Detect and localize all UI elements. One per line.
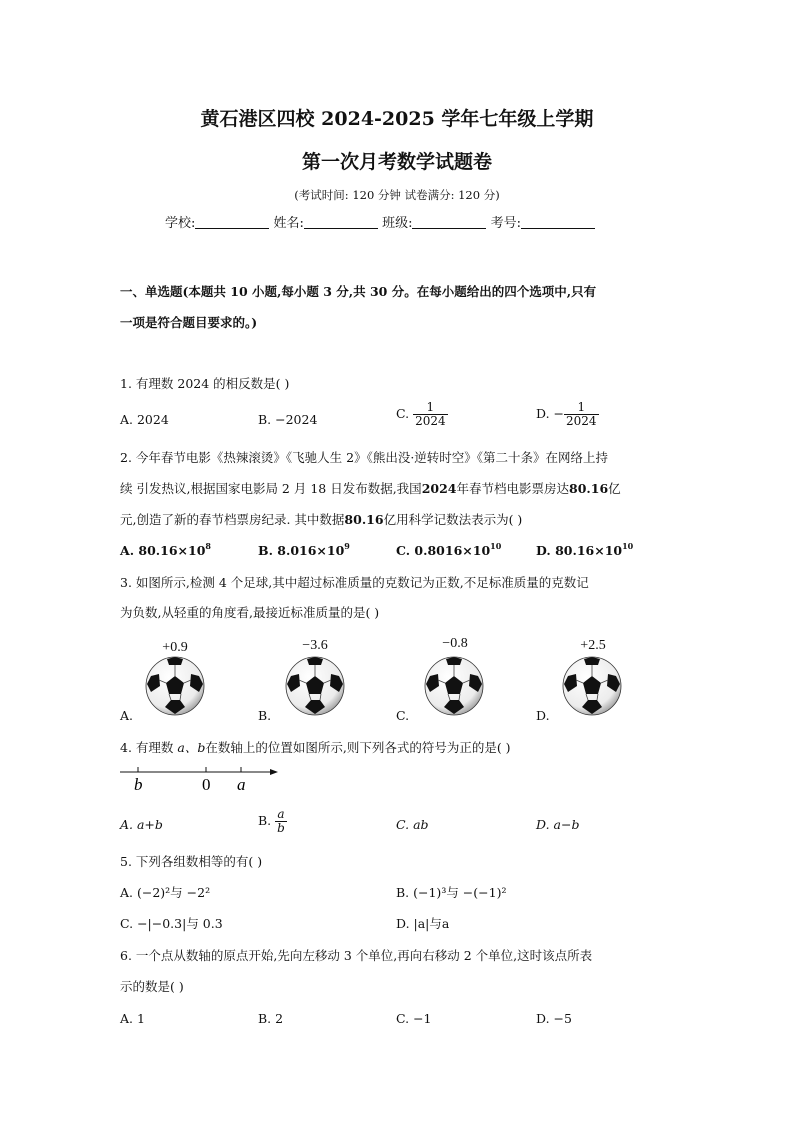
q1-option-b[interactable]: B. −2024	[258, 412, 318, 427]
q4-stem	[120, 738, 511, 756]
q2-option-a-exp: 8	[205, 541, 211, 551]
q3-option-c[interactable]: C.	[396, 708, 410, 723]
q2-option-b-exp: 9	[344, 541, 350, 551]
class-label: 班级:	[382, 216, 413, 231]
ball-b-value: −3.6	[302, 638, 328, 653]
title-line-2: 第一次月考数学试题卷	[301, 151, 492, 173]
q5-option-b[interactable]: B. (−1)³与 −(−1)²	[396, 885, 507, 900]
fraction-denominator: 2024	[415, 414, 446, 428]
q4-option-b[interactable]	[258, 808, 287, 835]
q2-box-office: 80.16	[569, 481, 609, 496]
q2-option-c[interactable]	[396, 541, 501, 558]
q4-option-b-prefix: B.	[258, 813, 272, 828]
q2-option-a[interactable]	[120, 541, 211, 558]
fraction-denominator: 2024	[566, 414, 597, 428]
school-field[interactable]	[195, 216, 269, 229]
q2-data: 80.16	[344, 512, 384, 527]
q1-option-d-prefix: D. −	[536, 406, 564, 421]
q6-option-c[interactable]: C. −1	[396, 1011, 432, 1026]
q2-line1: 2. 今年春节电影《热辣滚烫》《飞驰人生 2》《熊出没·逆转时空》《第二十条》在网络上持	[120, 450, 609, 465]
q2-option-d-text: D. 80.16×10	[536, 543, 623, 558]
q2-line2-unit: 亿	[608, 481, 621, 496]
q6-line2: 示的数是( )	[120, 979, 184, 994]
label-a: a	[237, 775, 246, 794]
name-label: 姓名:	[273, 216, 304, 231]
soccer-ball-icon	[562, 656, 622, 716]
q6-line1: 6. 一个点从数轴的原点开始,先向左移动 3 个单位,再向右移动 2 个单位,这时该点所表	[120, 948, 593, 963]
class-field[interactable]	[412, 216, 486, 229]
fraction-numerator: 1	[577, 400, 586, 414]
fraction-numerator: 1	[426, 400, 435, 414]
q4-option-b-fraction	[275, 808, 287, 835]
q6-option-a[interactable]: A. 1	[120, 1011, 145, 1026]
q2-line2-text: 续 引发热议,根据国家电影局 2 月 18 日发布数据,我国	[120, 481, 422, 496]
q5-stem: 5. 下列各组数相等的有( )	[120, 854, 263, 869]
school-label: 学校:	[165, 216, 196, 231]
q2-line2	[120, 479, 621, 497]
label-b: b	[134, 775, 143, 794]
q1-option-d[interactable]	[536, 401, 599, 428]
q1-option-c-prefix: C.	[396, 406, 410, 421]
section1-heading-line1: 一、单选题(本题共 10 小题,每小题 3 分,共 30 分。在每小题给出的四个选项中,只有	[120, 284, 597, 299]
q1-option-d-fraction	[564, 401, 599, 428]
q3-option-a[interactable]: A.	[120, 708, 134, 723]
q4-option-d[interactable]: D. a−b	[536, 817, 580, 832]
fraction-denominator: b	[277, 821, 285, 835]
ball-c-value: −0.8	[442, 636, 468, 651]
number-label: 考号:	[490, 216, 521, 231]
q6-option-b[interactable]: B. 2	[258, 1011, 284, 1026]
q3-line2: 为负数,从轻重的角度看,最接近标准质量的是( )	[120, 605, 380, 620]
q4-stem-vars: a、b	[177, 740, 206, 755]
title-line-1: 黄石港区四校 2024-2025 学年七年级上学期	[200, 108, 594, 130]
section1-heading-line2: 一项是符合题目要求的。)	[120, 315, 258, 330]
q1-option-c-fraction	[413, 401, 448, 428]
q6-option-d[interactable]: D. −5	[536, 1011, 572, 1026]
ball-d-value: +2.5	[580, 638, 606, 653]
q4-option-c[interactable]: C. ab	[396, 817, 429, 832]
label-zero: 0	[202, 775, 211, 794]
q1-option-c[interactable]	[396, 401, 448, 428]
q4-stem-text-2: 在数轴上的位置如图所示,则下列各式的符号为正的是( )	[205, 740, 511, 755]
q2-line2-text-2: 年春节档电影票房达	[456, 481, 569, 496]
q2-option-d[interactable]	[536, 541, 633, 558]
number-line-arrow-icon	[270, 769, 278, 775]
soccer-ball-icon	[285, 656, 345, 716]
q2-option-c-text: C. 0.8016×10	[396, 543, 491, 558]
q2-option-a-text: A. 80.16×10	[120, 543, 206, 558]
info-fields	[165, 212, 595, 231]
q4-stem-text: 4. 有理数	[120, 740, 178, 755]
q5-option-c[interactable]: C. −|−0.3|与 0.3	[120, 916, 223, 931]
q5-option-a[interactable]: A. (−2)²与 −2²	[120, 885, 211, 900]
q3-option-b[interactable]: B.	[258, 708, 272, 723]
q2-line3-text: 元,创造了新的春节档票房纪录. 其中数据	[120, 512, 345, 527]
q3-line1: 3. 如图所示,检测 4 个足球,其中超过标准质量的克数记为正数,不足标准质量的克数记	[120, 575, 589, 590]
q2-year: 2024	[421, 481, 457, 496]
q5-option-d[interactable]: D. |a|与a	[396, 916, 450, 931]
q2-line3-text-2: 亿用科学记数法表示为( )	[383, 512, 523, 527]
number-line	[118, 762, 288, 798]
name-field[interactable]	[304, 216, 378, 229]
q3-option-d[interactable]: D.	[536, 708, 550, 723]
q1-stem: 1. 有理数 2024 的相反数是( )	[120, 376, 290, 391]
q1-option-a[interactable]: A. 2024	[120, 412, 169, 427]
ball-a-value: +0.9	[162, 640, 188, 655]
q2-option-d-exp: 10	[622, 541, 634, 551]
fraction-numerator: a	[277, 807, 285, 821]
number-field[interactable]	[521, 216, 595, 229]
q2-line3	[120, 510, 522, 528]
q2-option-b[interactable]	[258, 541, 350, 558]
exam-info: (考试时间: 120 分钟 试卷满分: 120 分)	[294, 188, 500, 202]
q2-option-c-exp: 10	[490, 541, 502, 551]
soccer-ball-icon	[424, 656, 484, 716]
q4-option-a[interactable]: A. a+b	[120, 817, 163, 832]
q2-option-b-text: B. 8.016×10	[258, 543, 345, 558]
soccer-ball-icon	[145, 656, 205, 716]
